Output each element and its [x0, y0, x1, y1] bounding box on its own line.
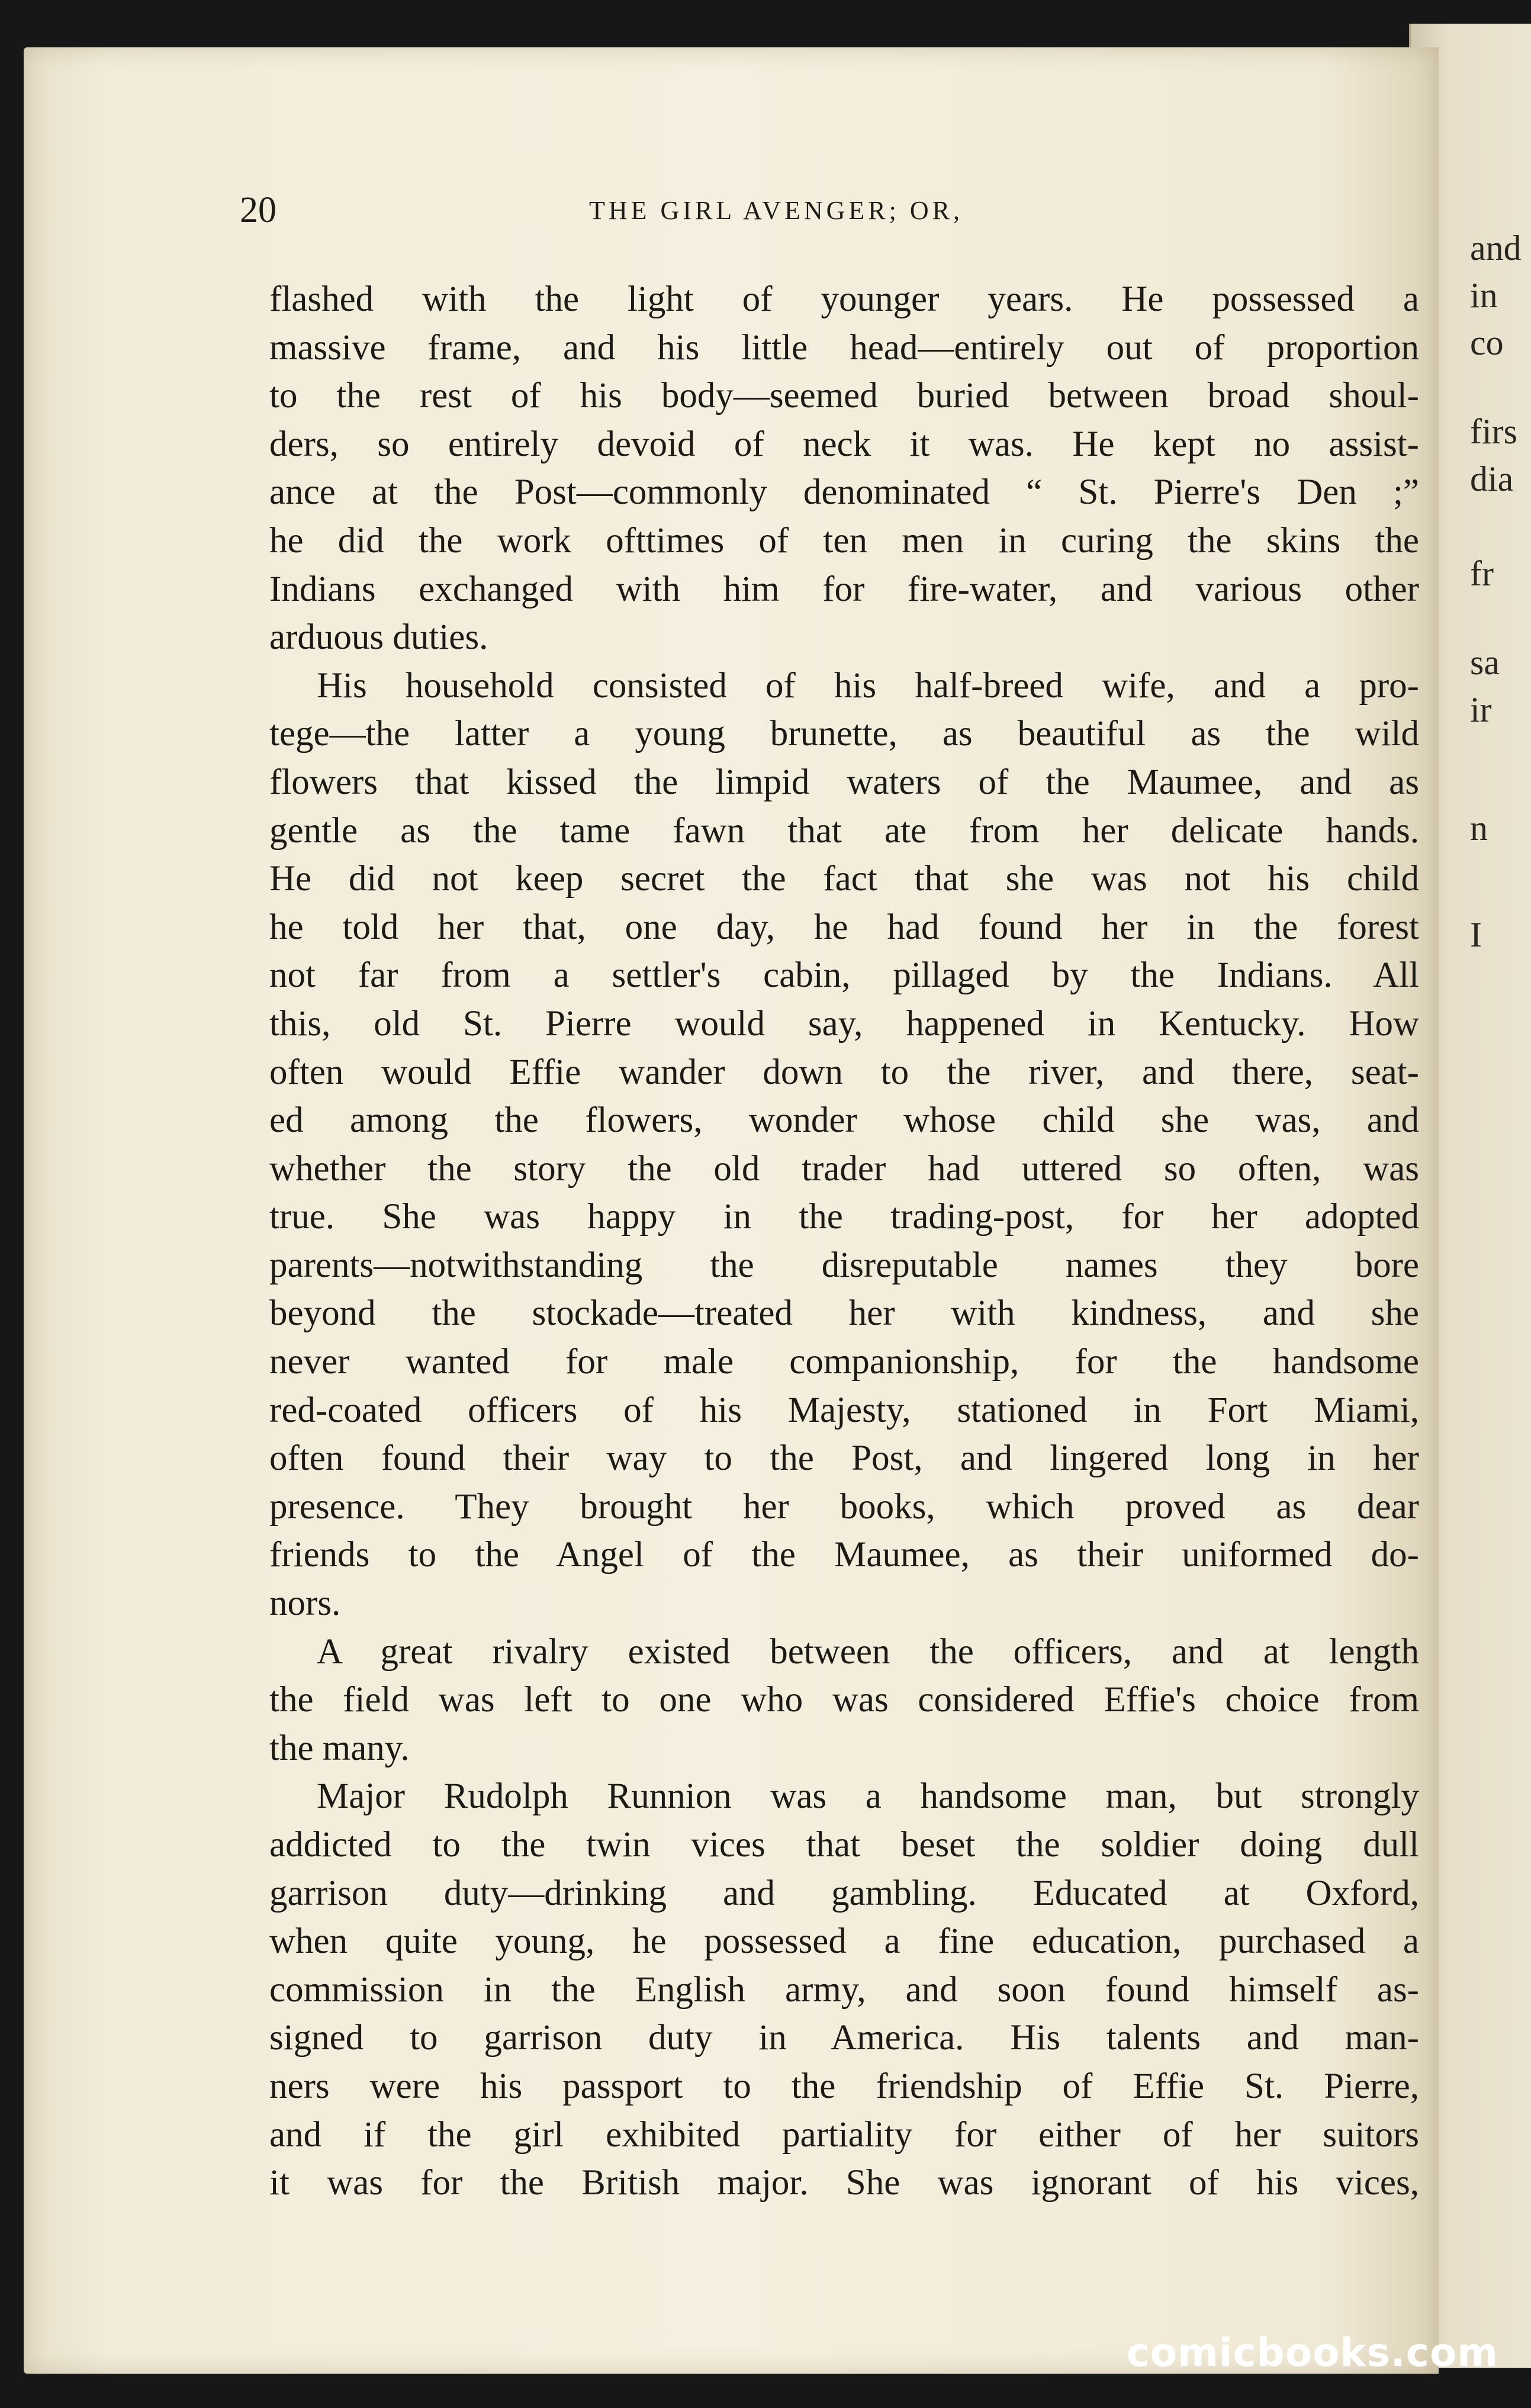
facing-page-fragment: ir — [1470, 690, 1492, 729]
text-line: not far from a settler's cabin, pillaged by the Indians. All — [269, 955, 1419, 996]
facing-page-fragment: sa — [1470, 643, 1500, 682]
text-line: often found their way to the Post, and lingered long in her — [269, 1438, 1419, 1479]
text-line: true. She was happy in the trading-post, for her adopted — [269, 1197, 1419, 1237]
text-line: parents—notwithstanding the disreputable names they bore — [269, 1245, 1419, 1285]
text-line: presence. They brought her books, which proved as dear — [269, 1486, 1419, 1527]
text-line: tege—the latter a young brunette, as beautiful as the wild — [269, 714, 1419, 754]
text-line: addicted to the twin vices that beset the soldier doing dull — [269, 1825, 1419, 1865]
text-line: ance at the Post—commonly denominated “ St. Pierre's Den ;” — [269, 472, 1419, 513]
text-line: the field was left to one who was considered Effie's choice from — [269, 1680, 1419, 1720]
facing-page-fragment: in — [1470, 276, 1498, 315]
text-line: the many. — [269, 1728, 410, 1768]
running-head: THE GIRL AVENGER; OR, — [589, 196, 963, 225]
text-line: he did the work ofttimes of ten men in curing the skins the — [269, 520, 1419, 561]
text-line: nors. — [269, 1583, 341, 1624]
text-line: signed to garrison duty in America. His talents and man- — [269, 2018, 1419, 2058]
text-line: to the rest of his body—seemed buried between broad shoul- — [269, 376, 1419, 416]
text-line: and if the girl exhibited partiality for either of her suitors — [269, 2114, 1419, 2155]
text-line: flowers that kissed the limpid waters of the Maumee, and as — [269, 762, 1419, 802]
facing-page-fragment: n — [1470, 809, 1488, 848]
facing-page-fragment: dia — [1470, 459, 1514, 498]
text-line: when quite young, he possessed a fine education, purchased a — [269, 1921, 1419, 1962]
text-line: arduous duties. — [269, 617, 488, 658]
watermark-logo: comicbooks.com — [1126, 2330, 1498, 2375]
text-line: whether the story the old trader had uttered so often, was — [269, 1148, 1419, 1189]
text-line: garrison duty—drinking and gambling. Educated at Oxford, — [269, 1873, 1419, 1913]
text-line: ners were his passport to the friendship of Effie St. Pierre, — [269, 2066, 1419, 2106]
text-line: ders, so entirely devoid of neck it was. He kept no assist- — [269, 424, 1419, 464]
text-line: massive frame, and his little head—entirely out of proportion — [269, 327, 1419, 368]
text-line: he told her that, one day, he had found her in the forest — [269, 907, 1419, 947]
text-line: often would Effie wander down to the river, and there, seat- — [269, 1052, 1419, 1092]
text-line: A great rivalry existed between the officers, and at length — [317, 1631, 1419, 1672]
text-line: ed among the flowers, wonder whose child she was, and — [269, 1100, 1419, 1141]
text-line: He did not keep secret the fact that she was not his child — [269, 859, 1419, 899]
text-line: commission in the English army, and soon found himself as- — [269, 1969, 1419, 2010]
body-text — [269, 275, 1419, 2207]
facing-page-fragment: fr — [1470, 554, 1494, 593]
text-line: Major Rudolph Runnion was a handsome man, but strongly — [317, 1776, 1419, 1817]
text-line: beyond the stockade—treated her with kindness, and she — [269, 1293, 1419, 1334]
text-line: Indians exchanged with him for fire-water, and various other — [269, 569, 1419, 609]
page-number: 20 — [240, 190, 276, 230]
page-header — [240, 189, 1400, 243]
text-line: flashed with the light of younger years. He possessed a — [269, 279, 1419, 319]
text-line: this, old St. Pierre would say, happened in Kentucky. How — [269, 1003, 1419, 1044]
facing-page-fragment: I — [1470, 915, 1482, 954]
text-line: never wanted for male companionship, for the handsome — [269, 1342, 1419, 1382]
facing-page-fragment: co — [1470, 323, 1504, 362]
text-line: red-coated officers of his Majesty, stationed in Fort Miami, — [269, 1390, 1419, 1430]
text-line: it was for the British major. She was ignorant of his vices, — [269, 2163, 1419, 2203]
text-line: friends to the Angel of the Maumee, as their uniformed do- — [269, 1535, 1419, 1575]
facing-page-fragment: and — [1470, 228, 1522, 268]
text-line: His household consisted of his half-breed wife, and a pro- — [317, 665, 1419, 706]
facing-page-fragment: firs — [1470, 412, 1517, 451]
text-line: gentle as the tame fawn that ate from her delicate hands. — [269, 810, 1419, 851]
